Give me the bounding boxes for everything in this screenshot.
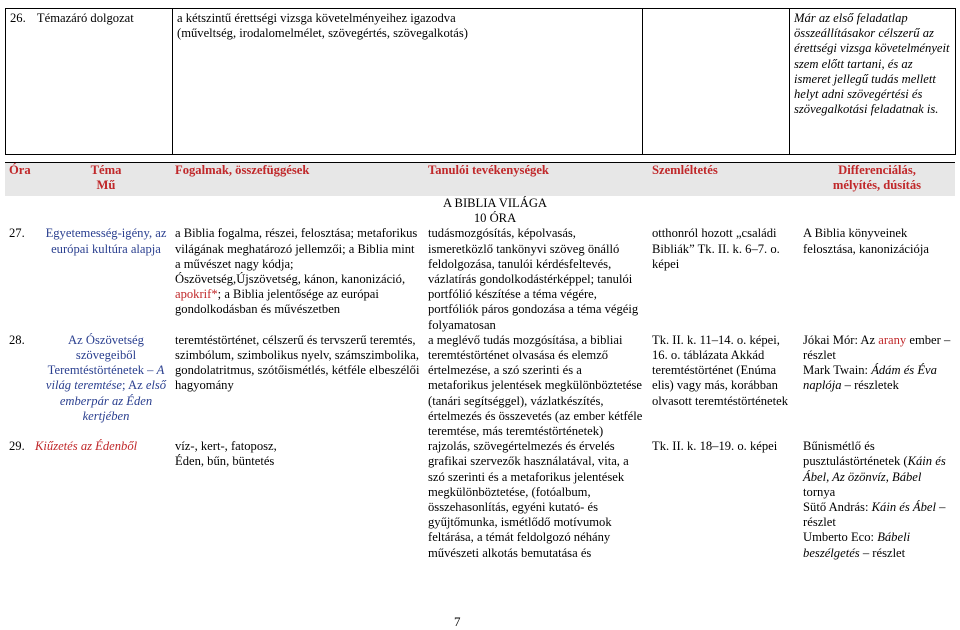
row-28-topic <box>5 333 171 439</box>
section-hours: 10 ÓRA <box>473 211 517 226</box>
table-row <box>5 333 955 439</box>
row-number: 27. <box>9 226 25 241</box>
header-szemleltetes: Szemléltetés <box>648 163 799 196</box>
column-headers <box>5 162 955 196</box>
row-29-concepts: víz-, kert-, fatoposz, Éden, bűn, büntetés <box>175 439 277 469</box>
summary-title-cell <box>6 9 173 155</box>
arany-term: arany <box>878 332 907 347</box>
row-29-differentiation: Bűnismétlő és pusztulástörténetek (Káin és Ábel, Az özönvíz, Bábel tornya Sütő András: Káin és Ábel – részlet Umberto Eco: Bábeli beszélgetés – részlet <box>803 439 946 560</box>
table-row <box>5 226 955 332</box>
row-28-concepts: teremtéstörténet, célszerű és tervszerű teremtés, szimbólum, szimbolikus nyelv, számszimbolika, gondolatritmus, szótőismétlés, kétféle elbeszélői hagyomány <box>175 332 420 393</box>
row-number: 28. <box>9 332 25 347</box>
summary-empty-cell <box>643 9 790 155</box>
topic-text: Kiűzetés az Édenből <box>35 439 138 454</box>
lesson-title: Témazáró dolgozat <box>36 11 134 25</box>
table-row <box>5 439 955 579</box>
row-29-topic <box>5 439 171 579</box>
lesson-number: 26. <box>10 11 26 25</box>
apokrif-term: apokrif* <box>175 287 218 302</box>
header-tema <box>41 163 171 196</box>
row-28-differentiation: Jókai Mór: Az arany ember – részlet Mark Twain: Ádám és Éva naplója – részletek <box>803 332 951 393</box>
row-29-illustration: Tk. II. k. 18–19. o. képei <box>652 439 778 454</box>
section-heading <box>171 196 799 226</box>
header-tanuloi: Tanulói tevékenységek <box>424 163 648 196</box>
section-title: A BIBLIA VILÁGA <box>443 196 548 210</box>
row-28-illustration: Tk. II. k. 11–14. o. képei, 16. o. táblázata Akkád teremtéstörténet (Enúma elis) vagy más, korábban olvasott teremtéstörténetek <box>652 332 789 408</box>
row-27-illustration: otthonról hozott „családi Bibliák” Tk. II. k. 6–7. o. képei <box>652 226 780 271</box>
topic-text: Az Ószövetség szövegeiből Teremtéstörténetek – A világ teremtése; Az első emberpár az Éden kertjében <box>45 332 167 423</box>
header-differencialas <box>799 163 955 196</box>
summary-note: Már az első feladatlap összeállításakor célszerű az érettségi vizsga követelményeit szem előtt tartani, és az ismeret jellegű tudás mellett helyt adni szövegértési és szövegalkotási feladatnak is. <box>790 9 956 155</box>
topic-text: Egyetemesség-igény, az európai kultúra alapja <box>45 226 167 256</box>
page-number: 7 <box>454 614 461 629</box>
row-27-activities: tudásmozgósítás, képolvasás, ismeretközlő tankönyvi szöveg önálló feldolgozása, tanulói kérdésfeltevés, vázlatírás gondolkodástérképpel; tanulói portfólió készítése a téma végére, portfóliók páros gondozása a téma végéig folyamatosan <box>428 226 639 332</box>
header-diff-line2: mélyítés, dúsítás <box>832 178 922 193</box>
summary-description: a kétszintű érettségi vizsga követelményeihez igazodva (műveltség, irodalomelmélet, szövegértés, szövegalkotás) <box>173 9 643 155</box>
row-27-topic <box>5 226 171 332</box>
header-tema-label: Téma <box>90 163 122 177</box>
lesson-table <box>5 196 955 579</box>
summary-table <box>5 8 956 155</box>
row-27-differentiation: A Biblia könyveinek felosztása, kanonizációja <box>803 226 929 256</box>
header-ora: Óra <box>5 163 41 196</box>
header-mu-label: Mű <box>96 178 116 193</box>
header-diff-line1: Differenciálás, <box>838 163 916 177</box>
row-28-activities: a meglévő tudás mozgósítása, a bibliai teremtéstörténet olvasása és elemző értelmezése, a szó szerinti és a metaforikus jelentések megkülönböztetése (tanári segítséggel), vázlatkészítés, értelmezés és összevetés (az ember kétféle teremtése, más teremtéstörténetek) <box>428 332 643 439</box>
row-number: 29. <box>9 439 25 454</box>
row-29-activities: rajzolás, szövegértelmezés és érvelés grafikai szervezők használatával, vita, a szó szerinti és a metaforikus jelentések megkülönböztetése, (fotóalbum, összehasonlítás, egyéni kutató- és gyűjtőmunka, ismétlődő motívumok feltárása, a témát feldolgozó néhány művészeti alkotás bemutatása és <box>428 439 629 560</box>
header-fogalmak: Fogalmak, összefüggések <box>171 163 424 196</box>
row-27-concepts: a Biblia fogalma, részei, felosztása; metaforikus világának meghatározó jellemzői; a Biblia mint a művészet nagy kódja; Ószövetség,Újszövetség, kánon, kanonizáció, apokrif*; a Biblia jelentősége az európai gondolkodásban és művészetben <box>175 226 418 317</box>
